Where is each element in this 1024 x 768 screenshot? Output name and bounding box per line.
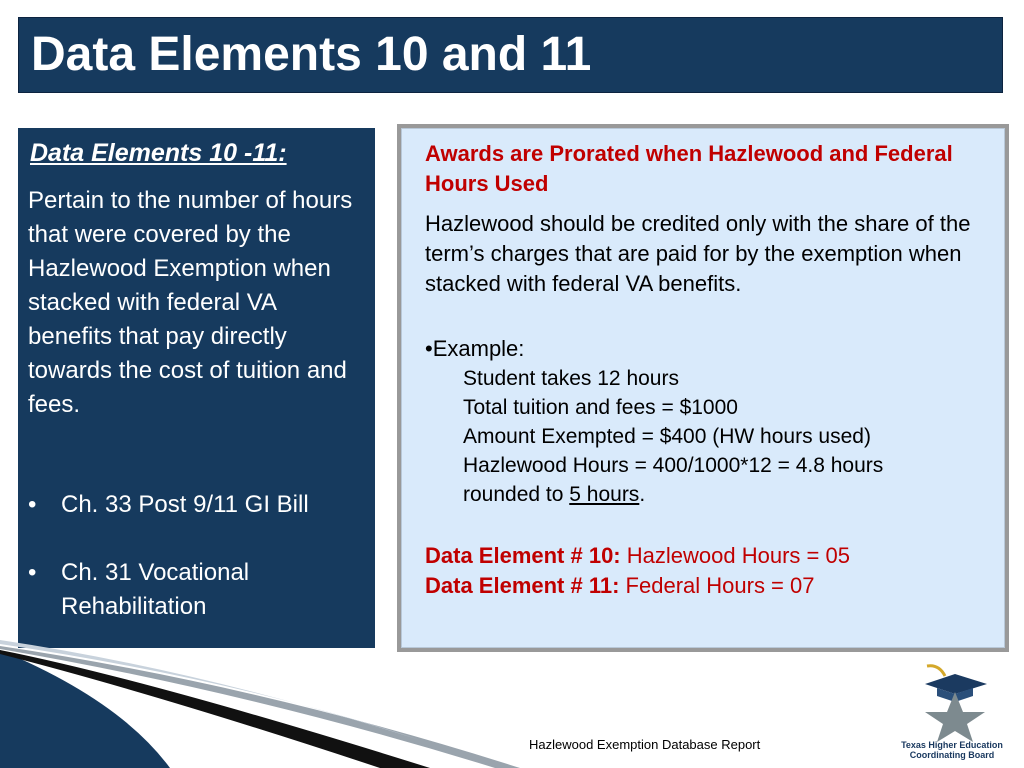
example-line: Student takes 12 hours [463, 367, 679, 390]
logo-line1: Texas Higher Education [901, 740, 1003, 750]
de11-value: Federal Hours = 07 [619, 573, 815, 598]
list-item [28, 488, 363, 522]
rounded-value: 5 hours [569, 483, 640, 506]
example-line: Total tuition and fees = $1000 [463, 396, 738, 419]
footer-text: Hazlewood Exemption Database Report [529, 737, 761, 752]
rounded-prefix: rounded to [463, 483, 570, 506]
logo-text [900, 740, 1004, 760]
de10-value: Hazlewood Hours = 05 [620, 543, 850, 568]
right-panel-inner [401, 128, 1005, 648]
de10-label: Data Element # 10: [425, 543, 621, 568]
bullet-dot: • [28, 559, 37, 586]
example-line: Amount Exempted = $400 (HW hours used) [463, 425, 871, 448]
data-element-11 [425, 571, 985, 601]
example-label: •Example: [425, 336, 525, 361]
bullet-text: Ch. 33 Post 9/11 GI Bill [61, 491, 309, 518]
rounded-suffix: . [639, 483, 646, 506]
right-heading: Awards are Prorated when Hazlewood and Federal Hours Used [425, 141, 953, 196]
data-element-10 [425, 541, 985, 571]
de11-label: Data Element # 11: [425, 573, 620, 598]
left-body-text: Pertain to the number of hours that were covered by the Hazlewood Exemption when stacked with federal VA benefits that pay directly towards the cost of tuition and fees. [28, 187, 353, 418]
left-heading: Data Elements 10 -11: [30, 139, 287, 167]
bullet-dot: • [28, 491, 37, 518]
example-line-rounded [463, 480, 983, 509]
left-panel [18, 128, 375, 648]
right-paragraph: Hazlewood should be credited only with the share of the term’s charges that are paid for by the exemption when stacked with federal VA benefits. [425, 211, 971, 296]
coordinating-board-logo [905, 662, 1005, 742]
title-bar [18, 17, 1003, 93]
decorative-swoosh [0, 640, 560, 768]
bullet-list [28, 488, 363, 658]
example-line: Hazlewood Hours = 400/1000*12 = 4.8 hours [463, 454, 884, 477]
logo-line2: Coordinating Board [909, 750, 995, 760]
list-item [28, 556, 363, 624]
example-lines [463, 364, 983, 509]
right-panel [397, 124, 1009, 652]
page-title: Data Elements 10 and 11 [31, 28, 592, 81]
bullet-text: Ch. 31 Vocational Rehabilitation [61, 559, 250, 620]
